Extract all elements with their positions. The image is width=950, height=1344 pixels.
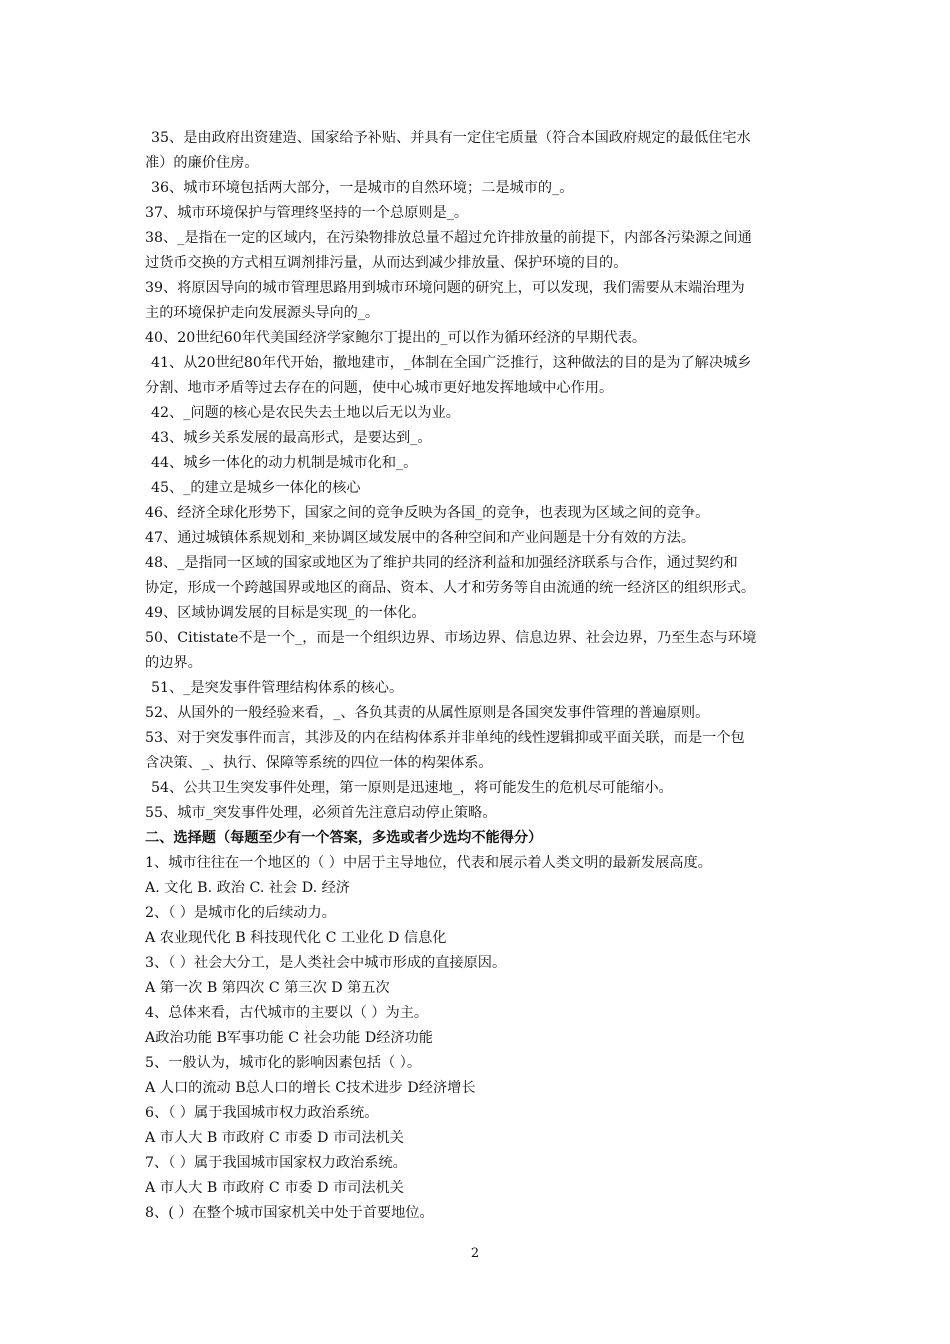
text-line: 49、区域协调发展的目标是实现_的一体化。 <box>145 605 426 621</box>
text-line: 分割、地市矛盾等过去存在的问题，使中心城市更好地发挥地域中心作用。 <box>145 380 614 396</box>
text-line: 55、城市_突发事件处理，必须首先注意启动停止策略。 <box>145 805 497 821</box>
text-line: 43、城乡关系发展的最高形式，是要达到_。 <box>151 430 432 446</box>
text-line: 51、_是突发事件管理结构体系的核心。 <box>151 680 404 696</box>
text-line: 45、_的建立是城乡一体化的核心 <box>151 480 361 496</box>
text-line: 53、对于突发事件而言，其涉及的内在结构体系并非单纯的线性逻辑抑或平面关联，而是一个包 <box>145 730 745 746</box>
document-body <box>145 126 813 1226</box>
text-line: 46、经济全球化形势下，国家之间的竞争反映为各国_的竞争，也表现为区域之间的竞争。 <box>145 505 710 521</box>
text-line: 42、_问题的核心是农民失去土地以后无以为业。 <box>151 405 460 421</box>
text-line: 的边界。 <box>145 655 202 671</box>
text-line: 47、通过城镇体系规划和_来协调区域发展中的各种空间和产业问题是十分有效的方法。 <box>145 530 696 546</box>
text-line: 2、（ ）是城市化的后续动力。 <box>145 905 336 921</box>
text-line: 36、城市环境包括两大部分，一是城市的自然环境；二是城市的_。 <box>151 180 574 196</box>
text-line: 准）的廉价住房。 <box>145 155 259 171</box>
text-line: A 市人大 B 市政府 C 市委 D 市司法机关 <box>145 1130 404 1146</box>
text-line: 6、（ ）属于我国城市权力政治系统。 <box>145 1105 379 1121</box>
text-line: 52、从国外的一般经验来看，_、各负其责的从属性原则是各国突发事件管理的普遍原则。 <box>145 705 710 721</box>
text-line: 过货币交换的方式相互调剂排污量，从而达到减少排放量、保护环境的目的。 <box>145 255 628 271</box>
text-line: 5、一般认为，城市化的影响因素包括（ ）。 <box>145 1055 422 1071</box>
text-line: 41、从20世纪80年代开始，撤地建市，_体制在全国广泛推行，这种做法的目的是为了解决城乡 <box>151 355 752 371</box>
text-line: 39、将原因导向的城市管理思路用到城市环境问题的研究上，可以发现，我们需要从末端治理为 <box>145 280 745 296</box>
text-line: A 市人大 B 市政府 C 市委 D 市司法机关 <box>145 1180 404 1196</box>
text-line: A. 文化 B. 政治 C. 社会 D. 经济 <box>145 880 350 896</box>
text-line: 7、（ ）属于我国城市国家权力政治系统。 <box>145 1155 407 1171</box>
text-line: 38、_是指在一定的区域内，在污染物排放总量不超过允许排放量的前提下，内部各污染源之间通 <box>145 230 752 246</box>
section-heading: 二、选择题（每题至少有一个答案，多选或者少选均不能得分） <box>145 830 543 846</box>
text-line: 50、Citistate不是一个_，而是一个组织边界、市场边界、信息边界、社会边界，乃至生态与环境 <box>145 630 757 646</box>
text-line: 40、20世纪60年代美国经济学家鲍尔丁提出的_可以作为循环经济的早期代表。 <box>145 330 647 346</box>
text-line: A 第一次 B 第四次 C 第三次 D 第五次 <box>145 980 390 996</box>
text-line: 含决策、_、执行、保障等系统的四位一体的构架体系。 <box>145 755 493 771</box>
text-line: A政治功能 B军事功能 C 社会功能 D经济功能 <box>145 1030 433 1046</box>
text-line: 8、( ）在整个城市国家机关中处于首要地位。 <box>145 1205 434 1221</box>
text-line: 1、城市往往在一个地区的（ ）中居于主导地位，代表和展示着人类文明的最新发展高度。 <box>145 855 712 871</box>
text-line: 48、_是指同一区域的国家或地区为了维护共同的经济利益和加强经济联系与合作，通过契约和 <box>145 555 738 571</box>
text-line: 35、是由政府出资建造、国家给予补贴、并具有一定住宅质量（符合本国政府规定的最低住宅水 <box>151 130 751 146</box>
text-line: 主的环境保护走向发展源头导向的_。 <box>145 305 380 321</box>
page-number: 2 <box>470 1246 480 1261</box>
text-line: 44、城乡一体化的动力机制是城市化和_。 <box>151 455 418 471</box>
text-line: 4、总体来看，古代城市的主要以（ ）为主。 <box>145 1005 429 1021</box>
text-line: 3、（ ）社会大分工，是人类社会中城市形成的直接原因。 <box>145 955 507 971</box>
text-line: 37、城市环境保护与管理终坚持的一个总原则是_。 <box>145 205 469 221</box>
text-line: 54、公共卫生突发事件处理，第一原则是迅速地_，将可能发生的危机尽可能缩小。 <box>151 780 673 796</box>
text-line: A 人口的流动 B总人口的增长 C技术进步 D经济增长 <box>145 1080 476 1096</box>
text-line: 协定，形成一个跨越国界或地区的商品、资本、人才和劳务等自由流通的统一经济区的组织形式。 <box>145 580 756 596</box>
text-line: A 农业现代化 B 科技现代化 C 工业化 D 信息化 <box>145 930 447 946</box>
